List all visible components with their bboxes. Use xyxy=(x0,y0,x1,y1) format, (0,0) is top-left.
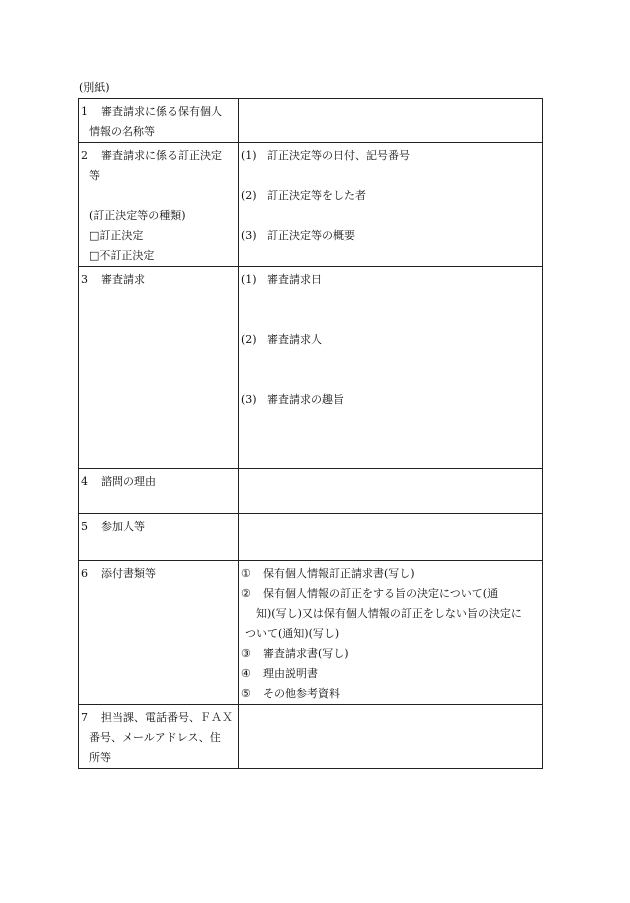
row-5-label-line-1: 参加人等 xyxy=(101,520,145,533)
row-3-value xyxy=(239,267,543,469)
attachment-header: (別紙) xyxy=(79,81,110,94)
row-3-item-1: (1) 審査請求日 xyxy=(241,273,322,286)
row-6-label-line-1: 添付書類等 xyxy=(101,567,156,580)
row-4-label-line-1: 諮問の理由 xyxy=(101,475,156,488)
row-1-label-line-1: 審査請求に係る保有個人 xyxy=(101,105,222,118)
row-7-label-line-2: 番号、メールアドレス、住 xyxy=(89,731,221,744)
referral-form-table xyxy=(78,98,543,769)
attachment-1: ① 保有個人情報訂正請求書(写し) xyxy=(241,567,415,580)
attachment-4: ④ 理由説明書 xyxy=(241,667,318,680)
row-7-label: 7 担当課、電話番号、ＦＡＸ 番号、メールアドレス、住 所等 xyxy=(79,705,239,769)
row-2-item-1: (1) 訂正決定等の日付、記号番号 xyxy=(241,149,410,162)
attachment-2: ② 保有個人情報の訂正をする旨の決定について(通 xyxy=(241,587,499,600)
row-4-value[interactable] xyxy=(239,469,543,514)
row-7-label-line-1: 担当課、電話番号、ＦＡＸ xyxy=(101,711,233,724)
row-3 xyxy=(79,267,543,469)
row-2-label-line-2: 等 xyxy=(89,169,100,182)
row-7 xyxy=(79,705,543,769)
attachment-2-cont-1: 知)(写し)又は保有個人情報の訂正をしない旨の決定に xyxy=(256,607,522,620)
row-2-item-2: (2) 訂正決定等をした者 xyxy=(241,189,366,202)
row-1-value[interactable] xyxy=(239,99,543,143)
row-7-label-line-3: 所等 xyxy=(89,751,111,764)
row-5 xyxy=(79,514,543,561)
row-2-label-line-1: 審査請求に係る訂正決定 xyxy=(101,149,222,162)
row-3-item-3: (3) 審査請求の趣旨 xyxy=(241,393,344,406)
row-5-value[interactable] xyxy=(239,514,543,561)
row-6-label: 6 添付書類等 xyxy=(79,561,239,705)
row-2 xyxy=(79,143,543,267)
row-2-value xyxy=(239,143,543,267)
row-2-item-3: (3) 訂正決定等の概要 xyxy=(241,229,355,242)
row-3-label-line-1: 審査請求 xyxy=(101,273,145,286)
row-5-label: 5 参加人等 xyxy=(79,514,239,561)
attachment-2-cont-2: ついて(通知)(写し) xyxy=(245,627,340,640)
attachment-3: ③ 審査請求書(写し) xyxy=(241,647,349,660)
decision-kinds-title: (訂正決定等の種類) xyxy=(89,209,186,222)
row-3-item-2: (2) 審査請求人 xyxy=(241,333,322,346)
row-4-label: 4 諮問の理由 xyxy=(79,469,239,514)
row-1 xyxy=(79,99,543,143)
row-7-value[interactable] xyxy=(239,705,543,769)
row-3-label: 3 審査請求 xyxy=(79,267,239,469)
row-6-value xyxy=(239,561,543,705)
attachment-5: ⑤ その他参考資料 xyxy=(241,687,340,700)
row-1-label: 1 審査請求に係る保有個人 情報の名称等 xyxy=(79,99,239,143)
row-1-label-line-2: 情報の名称等 xyxy=(89,125,155,138)
row-2-label: 2 審査請求に係る訂正決定 等 (訂正決定等の種類) □訂正決定 □不訂正決定 xyxy=(79,143,239,267)
checkbox-non-correction-decision[interactable]: □不訂正決定 xyxy=(89,249,155,262)
checkbox-correction-decision[interactable]: □訂正決定 xyxy=(89,229,144,242)
row-6 xyxy=(79,561,543,705)
row-4 xyxy=(79,469,543,514)
